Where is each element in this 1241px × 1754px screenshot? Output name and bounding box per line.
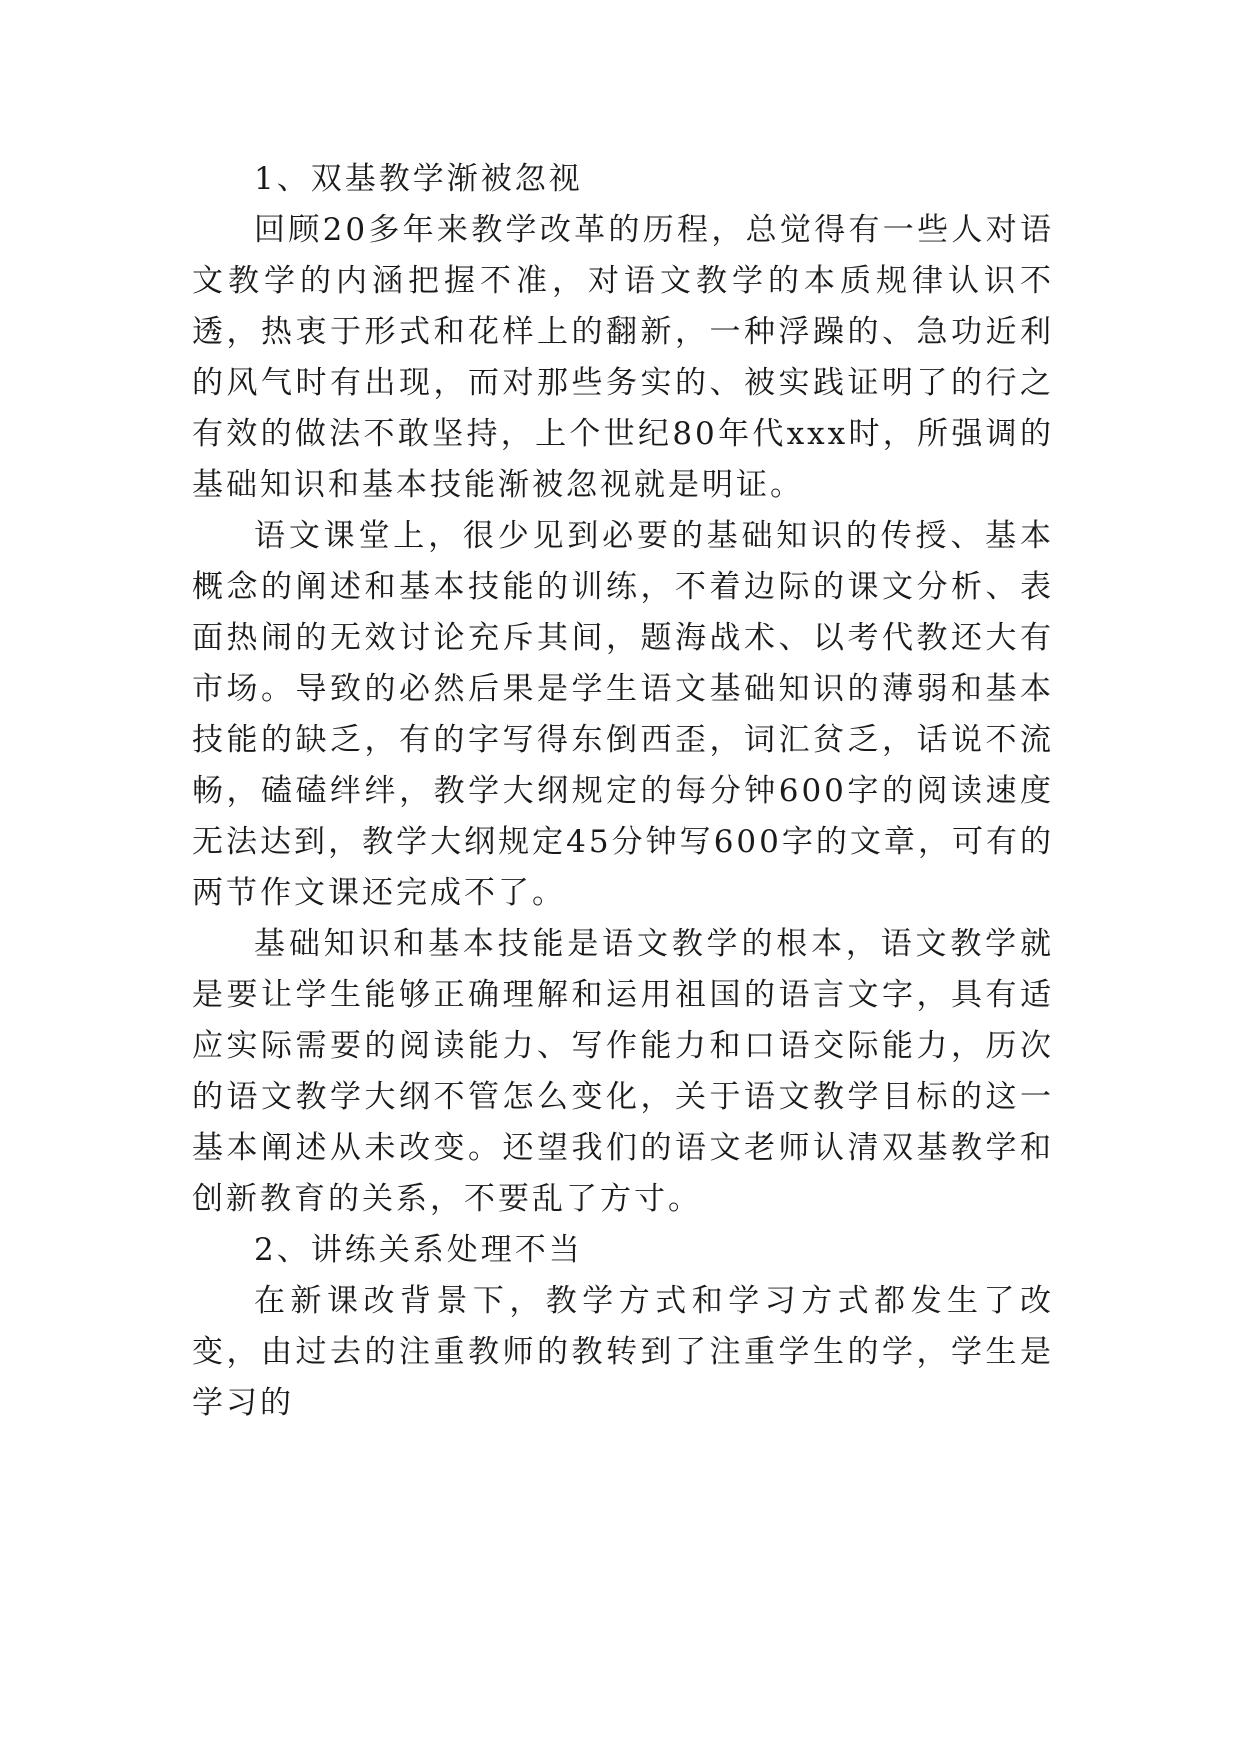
section-heading-2: 2、讲练关系处理不当 — [254, 1232, 583, 1268]
section-heading-1: 1、双基教学渐被忽视 — [254, 161, 583, 197]
paragraph-1: 回顾20多年来教学改革的历程，总觉得有一些人对语文教学的内涵把握不准，对语文教学的本质规律认识不透，热衷于形式和花样上的翻新，一种浮躁的、急功近利的风气时有出现，而对那些务实的、被实践证明了的行之有效的做法不敢坚持，上个世纪80年代xxx时，所强调的基础知识和基本技能渐被忽视就是明证。 — [192, 212, 1054, 503]
paragraph-4: 在新课改背景下，教学方式和学习方式都发生了改变，由过去的注重教师的教转到了注重学生的学，学生是学习的 — [192, 1283, 1054, 1421]
document-body — [192, 154, 1054, 1429]
paragraph-3: 基础知识和基本技能是语文教学的根本，语文教学就是要让学生能够正确理解和运用祖国的语言文字，具有适应实际需要的阅读能力、写作能力和口语交际能力，历次的语文教学大纲不管怎么变化，关于语文教学目标的这一基本阐述从未改变。还望我们的语文老师认清双基教学和创新教育的关系，不要乱了方寸。 — [192, 926, 1054, 1217]
paragraph-2: 语文课堂上，很少见到必要的基础知识的传授、基本概念的阐述和基本技能的训练，不着边际的课文分析、表面热闹的无效讨论充斥其间，题海战术、以考代教还大有市场。导致的必然后果是学生语文基础知识的薄弱和基本技能的缺乏，有的字写得东倒西歪，词汇贫乏，话说不流畅，磕磕绊绊，教学大纲规定的每分钟600字的阅读速度无法达到，教学大纲规定45分钟写600字的文章，可有的两节作文课还完成不了。 — [192, 518, 1054, 911]
